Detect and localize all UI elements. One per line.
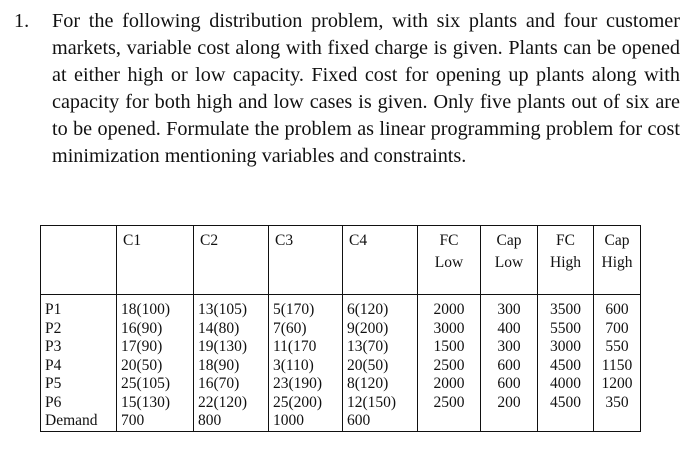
cell-c3: 5(170) [269, 295, 343, 320]
header-fc-high-line1: FC [556, 232, 575, 249]
cell-fc-low: 1500 [418, 338, 481, 357]
cell-fc-low: 2500 [418, 394, 481, 413]
cell-cap-high: 1150 [594, 357, 641, 376]
header-cap-low-line2: Low [494, 254, 524, 271]
question-text: For the following distribution problem, with six plants and four customer markets, variable cost along with fixed charge is given. Plants can be opened at either high or low capacity. Fixed cost for opening up plants along with capacity for both high and low cases is given. Only five plants out of six are to be opened. Formulate the problem as linear programming problem for cost minimization mentioning variables and constraints. [52, 10, 680, 167]
cell-c4: 13(70) [343, 338, 418, 357]
cell-c3: 25(200) [269, 394, 343, 413]
cell-c3: 7(60) [269, 320, 343, 339]
header-c1: C1 [117, 226, 194, 295]
cell-c4: 9(200) [343, 320, 418, 339]
cell-c1: 18(100) [117, 295, 194, 320]
header-cap-high-line1: Cap [604, 232, 630, 249]
cell-c2: 22(120) [194, 394, 269, 413]
cell-fc-low: 2000 [418, 295, 481, 320]
plant-label: P5 [41, 375, 117, 394]
header-cap-high-line2: High [601, 254, 633, 271]
cell-cap-high [594, 412, 641, 431]
header-fc-low [418, 226, 481, 295]
cell-c3: 3(110) [269, 357, 343, 376]
table-row [41, 375, 641, 394]
cell-c2: 19(130) [194, 338, 269, 357]
table-row [41, 295, 641, 320]
cell-fc-high: 5500 [538, 320, 594, 339]
header-c3: C3 [269, 226, 343, 295]
cell-cap-low: 200 [481, 394, 538, 413]
cell-c4: 8(120) [343, 375, 418, 394]
cell-fc-high: 4500 [538, 394, 594, 413]
cell-c3: 1000 [269, 412, 343, 431]
cell-cap-high: 350 [594, 394, 641, 413]
plant-label: P6 [41, 394, 117, 413]
table-header-row [41, 226, 641, 295]
cell-c4: 6(120) [343, 295, 418, 320]
cell-c4: 12(150) [343, 394, 418, 413]
header-cap-high [594, 226, 641, 295]
cell-cap-high: 550 [594, 338, 641, 357]
header-blank [41, 226, 117, 295]
cell-fc-high: 3500 [538, 295, 594, 320]
cell-fc-low [418, 412, 481, 431]
cell-c1: 20(50) [117, 357, 194, 376]
cell-cap-high: 600 [594, 295, 641, 320]
cell-cap-low: 600 [481, 375, 538, 394]
cell-c4: 600 [343, 412, 418, 431]
header-c4: C4 [343, 226, 418, 295]
header-fc-low-line1: FC [439, 232, 459, 249]
question-number: 1. [14, 10, 30, 32]
cell-c1: 25(105) [117, 375, 194, 394]
header-cap-low [481, 226, 538, 295]
cell-c2: 800 [194, 412, 269, 431]
table-row [41, 412, 641, 431]
cell-fc-high: 3000 [538, 338, 594, 357]
cell-c2: 18(90) [194, 357, 269, 376]
distribution-table [40, 225, 641, 432]
cell-c4: 20(50) [343, 357, 418, 376]
cell-cap-low: 400 [481, 320, 538, 339]
header-fc-high [538, 226, 594, 295]
cell-fc-low: 2000 [418, 375, 481, 394]
demand-label: Demand [41, 412, 117, 431]
cell-c2: 16(70) [194, 375, 269, 394]
header-cap-low-line1: Cap [496, 232, 522, 249]
cell-c2: 14(80) [194, 320, 269, 339]
question-block [14, 8, 680, 170]
plant-label: P2 [41, 320, 117, 339]
header-fc-high-line2: High [550, 254, 581, 271]
cell-cap-high: 1200 [594, 375, 641, 394]
table-row [41, 320, 641, 339]
cell-c1: 700 [117, 412, 194, 431]
plant-label: P3 [41, 338, 117, 357]
cell-c1: 16(90) [117, 320, 194, 339]
cell-cap-low: 300 [481, 295, 538, 320]
plant-label: P4 [41, 357, 117, 376]
cell-c1: 15(130) [117, 394, 194, 413]
table-row [41, 357, 641, 376]
plant-label: P1 [41, 295, 117, 320]
cell-cap-low [481, 412, 538, 431]
cell-c1: 17(90) [117, 338, 194, 357]
cell-fc-low: 2500 [418, 357, 481, 376]
cell-fc-high: 4500 [538, 357, 594, 376]
header-c2: C2 [194, 226, 269, 295]
header-fc-low-line2: Low [434, 254, 464, 271]
table-row [41, 394, 641, 413]
cell-fc-high [538, 412, 594, 431]
cell-c3: 23(190) [269, 375, 343, 394]
cell-fc-high: 4000 [538, 375, 594, 394]
cell-cap-high: 700 [594, 320, 641, 339]
cell-cap-low: 300 [481, 338, 538, 357]
table-row [41, 338, 641, 357]
cell-c3: 11(170 [269, 338, 343, 357]
cell-cap-low: 600 [481, 357, 538, 376]
cell-fc-low: 3000 [418, 320, 481, 339]
cell-c2: 13(105) [194, 295, 269, 320]
